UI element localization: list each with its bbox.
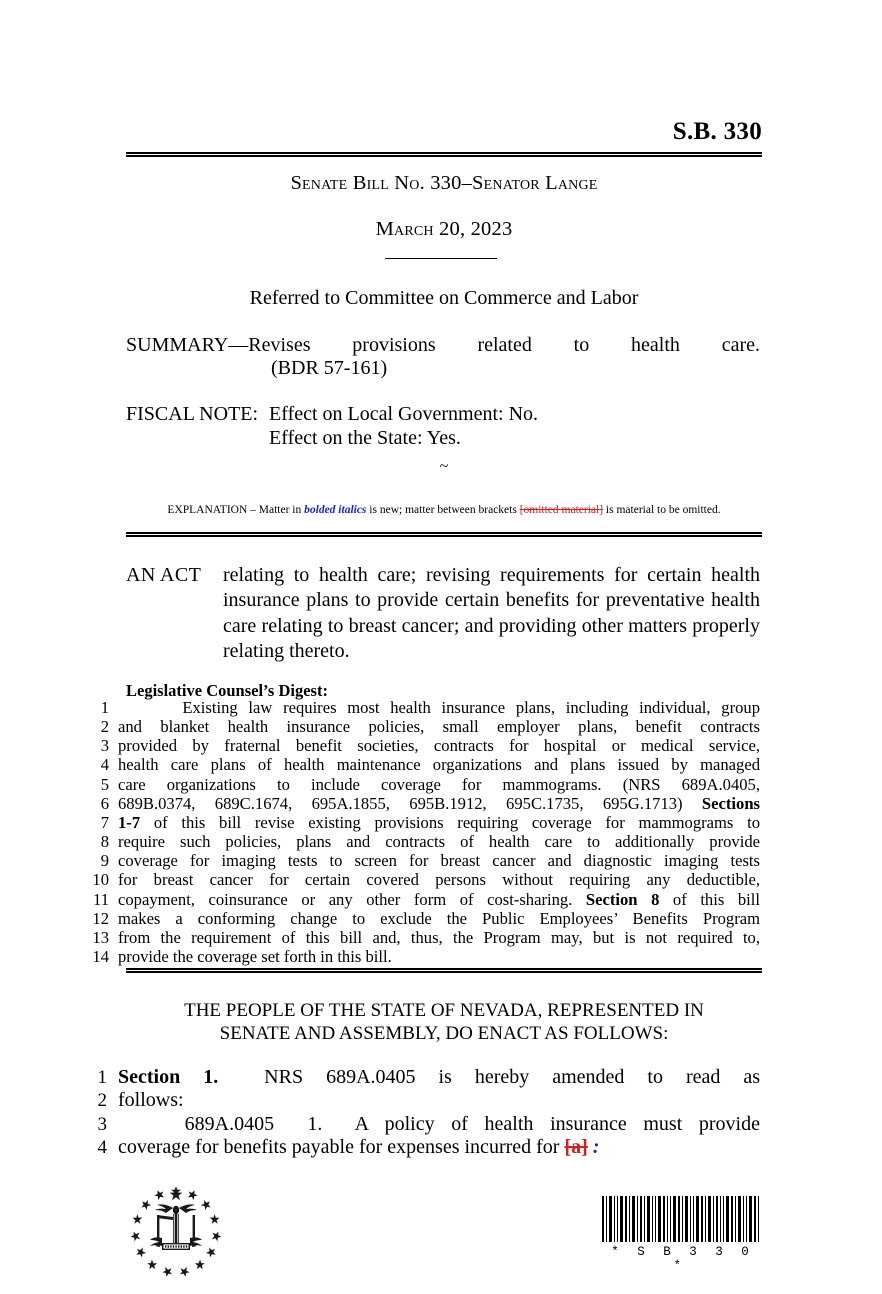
digest-end-rule: [126, 968, 762, 973]
section-line: [88, 1113, 760, 1136]
line-number: 8: [100, 832, 109, 852]
digest-line: [88, 717, 760, 736]
enacting-clause-line-2: SENATE AND ASSEMBLY, DO ENACT AS FOLLOWS:: [219, 1022, 669, 1044]
line-number: 2: [97, 1090, 107, 1112]
an-act-label: AN ACT: [126, 564, 202, 586]
digest-line: [88, 890, 760, 909]
new-material: :: [587, 1135, 600, 1158]
fiscal-local-government: Effect on Local Government: No.: [269, 403, 539, 425]
line-number: 11: [93, 889, 109, 909]
line-number: 4: [100, 755, 109, 775]
barcode-bars: [600, 1196, 760, 1242]
line-number: 13: [92, 927, 109, 947]
omitted-material: [a]: [564, 1135, 588, 1158]
fiscal-note-block: [126, 402, 760, 450]
line-number: 2: [100, 717, 109, 737]
an-act-line: health insurance plans to provide certain benefits for: [223, 564, 761, 612]
digest-line: [88, 947, 760, 966]
line-text: follows:: [118, 1089, 184, 1112]
line-text: 1-7 of this bill revise existing provisions requiring coverage for mammograms to: [118, 812, 760, 832]
an-act-line: preventative health care relating to breast cancer; and: [223, 589, 760, 637]
line-text: care organizations to include coverage for mammograms. (NRS 689A.0405,: [118, 774, 760, 794]
an-act-line: providing other matters properly relating thereto.: [223, 614, 760, 663]
line-emphasis: Sections: [701, 793, 760, 813]
line-text: for breast cancer for certain covered persons without requiring any deductible,: [118, 870, 760, 890]
line-text: from the requirement of this bill and, thus, the Program may, but is not required to,: [118, 927, 760, 947]
summary-bdr: (BDR 57-161): [271, 357, 388, 380]
digest-line: [88, 909, 760, 928]
bill-date-line: March 20, 2023: [375, 218, 513, 240]
summary-text: SUMMARY—Revises provisions related to health care.: [126, 334, 760, 356]
line-text: provide the coverage set forth in this bill.: [118, 947, 392, 967]
section-line: [88, 1066, 760, 1089]
line-text: coverage for benefits payable for expenses incurred for [a] :: [118, 1135, 600, 1158]
digest-line: [88, 698, 760, 717]
digest-block: [88, 698, 760, 966]
fiscal-note-label: FISCAL NOTE:: [126, 403, 259, 425]
barcode: [600, 1196, 760, 1273]
line-number: 12: [92, 908, 109, 928]
line-number: 7: [100, 812, 109, 832]
digest-line: [88, 870, 760, 889]
explanation-omitted-sample: [omitted material]: [519, 504, 604, 516]
line-text: copayment, coinsurance or any other form of cost-sharing. Section 8 of this bill: [118, 889, 760, 909]
explanation-prefix: EXPLANATION – Matter in: [167, 504, 305, 516]
digest-line: [88, 794, 760, 813]
an-act-line: relating to health care; revising requirements for certain: [223, 564, 702, 586]
line-text: makes a conforming change to exclude the Public Employees’ Benefits Program: [118, 908, 760, 928]
senate-bill-line: Senate Bill No. 330–Senator Lange: [290, 172, 598, 194]
line-number: 10: [92, 870, 109, 890]
digest-line: [88, 851, 760, 870]
explanation-suffix: is material to be omitted.: [603, 504, 721, 516]
digest-line: [88, 755, 760, 774]
fiscal-state: Effect on the State: Yes.: [269, 427, 461, 449]
explanation-note: [126, 504, 762, 518]
line-number: 14: [92, 947, 109, 967]
line-emphasis: Section 8: [585, 889, 660, 909]
digest-line: [88, 813, 760, 832]
line-emphasis: 1-7: [118, 812, 141, 832]
line-text: Section 1. NRS 689A.0405 is hereby amended to read as: [118, 1066, 760, 1088]
barcode-text: * S B 3 3 0 *: [611, 1245, 755, 1273]
line-number: 4: [97, 1136, 107, 1158]
bill-number: S.B. 330: [672, 118, 762, 145]
section-line: [88, 1136, 760, 1159]
line-text: health care plans of health maintenance organizations and plans issued by managed: [118, 755, 760, 775]
summary-block: [126, 334, 760, 381]
digest-line: [88, 775, 760, 794]
line-number: 5: [100, 774, 109, 794]
header-rule: [126, 152, 762, 157]
line-text: and blanket health insurance policies, small employer plans, benefit contracts: [118, 717, 760, 737]
digest-line: [88, 736, 760, 755]
tilde-separator: ~: [439, 458, 449, 475]
enacting-clause-line-1: THE PEOPLE OF THE STATE OF NEVADA, REPRESENTED IN: [184, 1000, 704, 1021]
line-number: 1: [97, 1067, 107, 1088]
line-number: 6: [100, 793, 109, 813]
section-label: Section 1.: [118, 1066, 219, 1088]
line-number: 1: [100, 698, 109, 717]
short-divider-rule: [385, 258, 497, 259]
line-number: 3: [97, 1113, 107, 1135]
line-text: 689B.0374, 689C.1674, 695A.1855, 695B.1912, 695C.1735, 695G.1713) Sections: [118, 793, 760, 813]
line-text: Existing law requires most health insurance plans, including individual, group: [118, 698, 761, 717]
referred-to-committee: Referred to Committee on Commerce and Labor: [249, 287, 639, 309]
digest-line: [88, 832, 760, 851]
digest-line: [88, 928, 760, 947]
line-number: 3: [100, 736, 109, 756]
explanation-rule: [126, 532, 762, 537]
line-text: require such policies, plans and contracts of health care to additionally provide: [118, 832, 760, 852]
line-number: 9: [100, 851, 109, 871]
enacting-clause: [126, 1000, 762, 1046]
digest-heading: Legislative Counsel’s Digest:: [126, 681, 328, 700]
line-text: coverage for imaging tests to screen for breast cancer and diagnostic imaging tests: [118, 851, 760, 871]
nevada-state-seal-icon: [128, 1186, 224, 1278]
explanation-new-sample: bolded italics: [304, 504, 367, 516]
line-text: provided by fraternal benefit societies, contracts for hospital or medical service,: [118, 736, 760, 756]
explanation-middle: is new; matter between brackets: [366, 504, 520, 516]
section-body-block: [88, 1066, 760, 1159]
an-act-block: [126, 563, 760, 665]
section-line: [88, 1089, 760, 1112]
line-text: 689A.0405 1. A policy of health insurance must provide: [118, 1112, 760, 1135]
